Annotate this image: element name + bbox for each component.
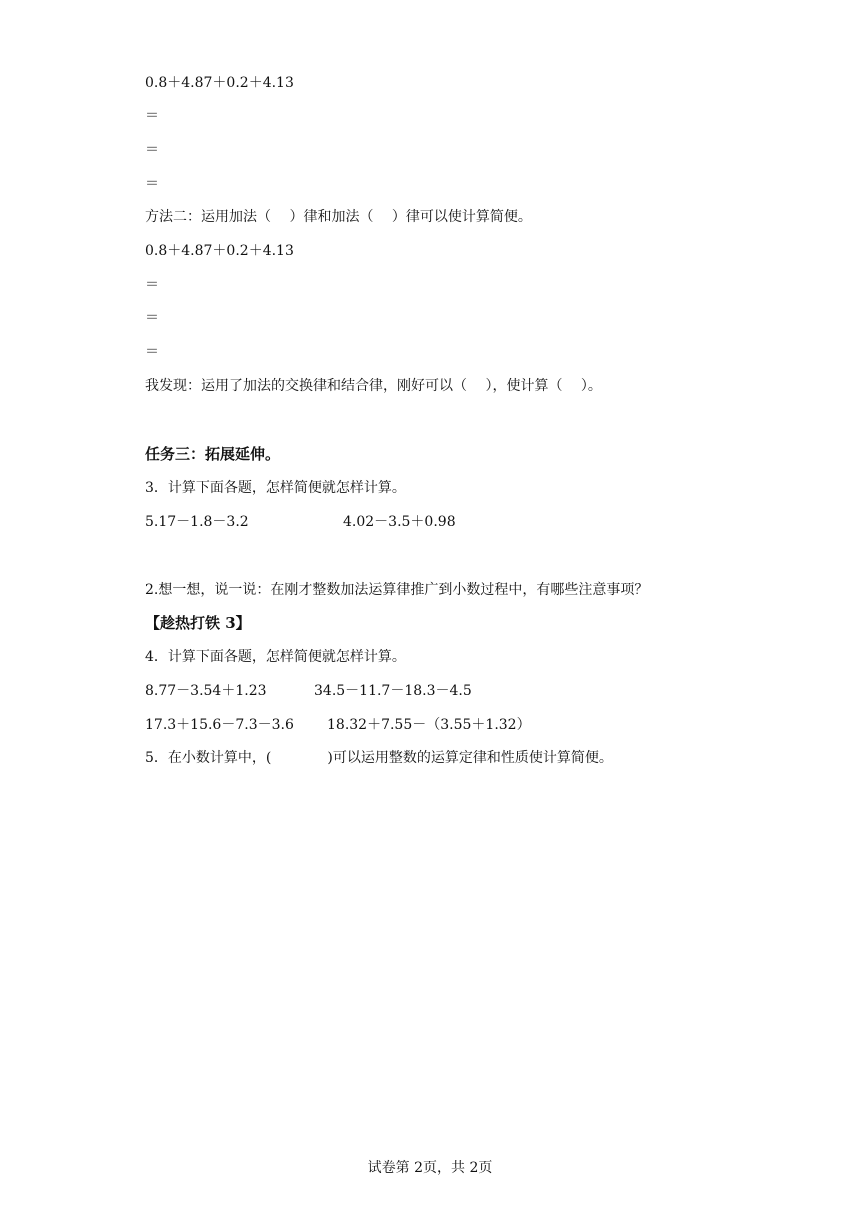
equals-line: ＝ <box>145 176 159 192</box>
equals-line: ＝ <box>145 344 159 360</box>
page-footer: 试卷第 2页，共 2页 <box>367 1160 493 1176</box>
think-and-discuss: 2.想一想，说一说：在刚才整数加法运算律推广到小数过程中，有哪些注意事项？ <box>145 582 649 598</box>
equals-line: ＝ <box>145 142 159 158</box>
expression-line: 0.8＋4.87＋0.2＋4.13 <box>145 75 294 91</box>
equals-line: ＝ <box>145 277 159 293</box>
question-4-expression-c: 17.3＋15.6－7.3－3.6 <box>145 717 294 733</box>
expression-line: 0.8＋4.87＋0.2＋4.13 <box>145 243 294 259</box>
question-4-prompt: 4．计算下面各题，怎样简便就怎样计算。 <box>145 649 406 665</box>
practice-heading: 【趁热打铁 3】 <box>145 614 251 632</box>
question-3-expression-a: 5.17－1.8－3.2 <box>145 514 249 530</box>
equals-line: ＝ <box>145 108 159 124</box>
equals-line: ＝ <box>145 310 159 326</box>
question-3-prompt: 3．计算下面各题，怎样简便就怎样计算。 <box>145 480 406 496</box>
question-3-expression-b: 4.02－3.5＋0.98 <box>343 514 456 530</box>
task-three-heading: 任务三：拓展延伸。 <box>145 445 281 463</box>
question-4-expression-d: 18.32＋7.55－（3.55＋1.32） <box>327 717 531 733</box>
discovery-text: 我发现：运用了加法的交换律和结合律，刚好可以（ ），使计算（ ）。 <box>145 378 602 394</box>
question-5: 5．在小数计算中，( )可以运用整数的运算定律和性质使计算简便。 <box>145 750 613 766</box>
method-two-text: 方法二：运用加法（ ）律和加法（ ）律可以使计算简便。 <box>145 209 532 225</box>
question-4-expression-a: 8.77－3.54＋1.23 <box>145 683 267 699</box>
question-4-expression-b: 34.5－11.7－18.3－4.5 <box>314 683 472 699</box>
